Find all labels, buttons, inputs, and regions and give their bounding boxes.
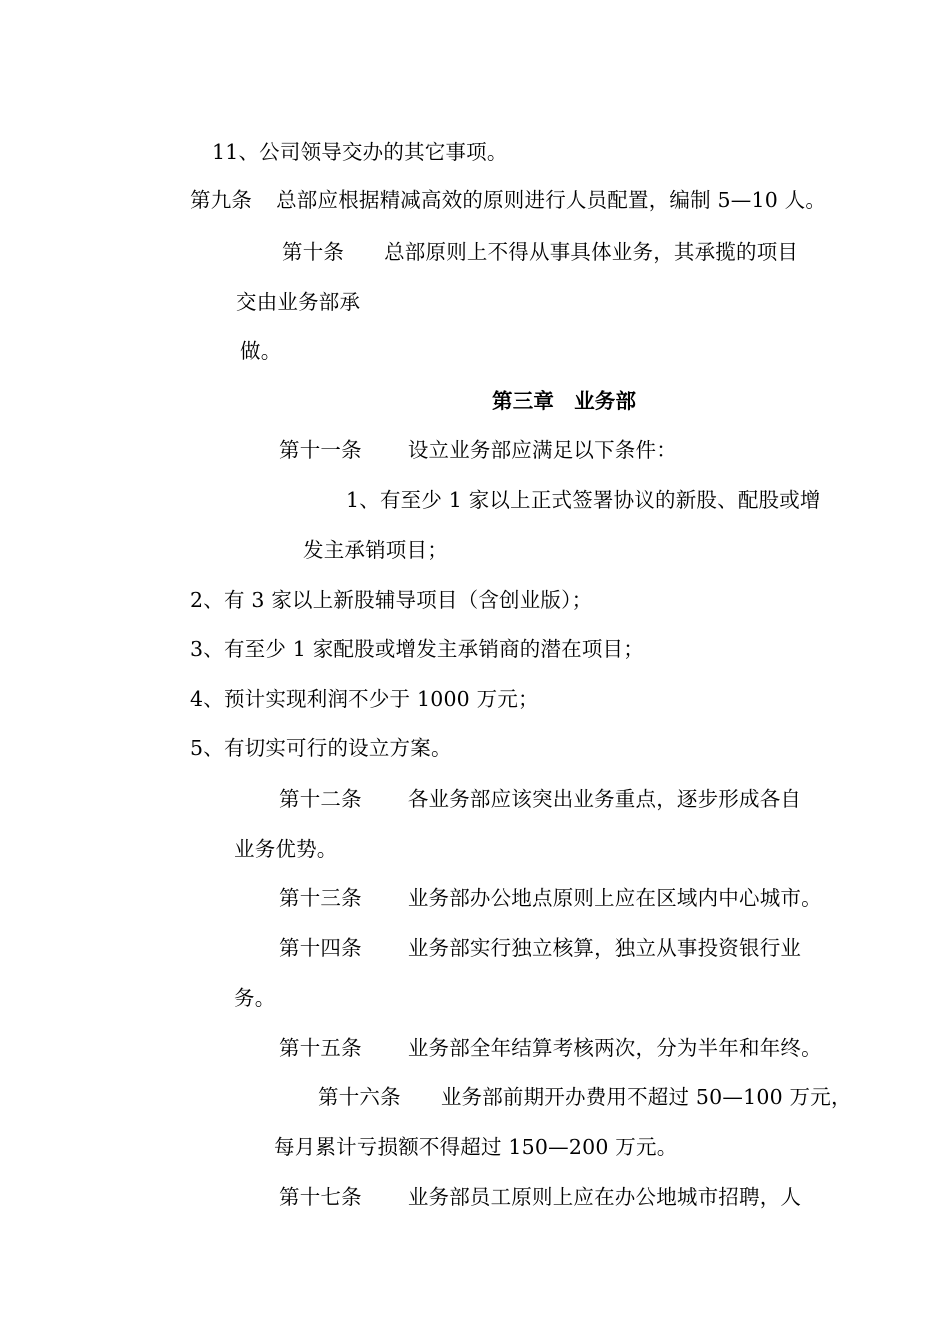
article-17-text: 业务部员工原则上应在办公地城市招聘，人: [407, 1185, 802, 1209]
article-15: [279, 1034, 822, 1062]
chapter-3-title: 业务部: [574, 389, 637, 413]
article-14-text: 业务部实行独立核算，独立从事投资银行业: [407, 936, 802, 960]
condition-1-text: 1、有至少 1 家以上正式签署协议的新股、配股或增: [346, 488, 821, 512]
condition-3: [190, 635, 644, 663]
condition-5: [190, 734, 452, 762]
condition-5-text: 5、有切实可行的设立方案。: [190, 736, 452, 760]
article-17: [279, 1183, 801, 1211]
article-16-number: 第十六条: [318, 1085, 401, 1109]
condition-4-text: 4、预计实现利润不少于 1000 万元；: [190, 687, 539, 711]
article-14: [279, 934, 801, 962]
article-12-number: 第十二条: [279, 787, 362, 811]
article-10-continued: [236, 288, 360, 316]
article-14-continued-text: 务。: [234, 986, 276, 1010]
item-11: [212, 138, 508, 166]
chapter-3-heading: [492, 387, 636, 415]
article-14-number: 第十四条: [279, 936, 362, 960]
article-13-text: 业务部办公地点原则上应在区域内中心城市。: [407, 886, 822, 910]
article-9: [190, 186, 826, 214]
article-13-number: 第十三条: [279, 886, 362, 910]
condition-3-text: 3、有至少 1 家配股或增发主承销商的潜在项目；: [190, 637, 644, 661]
article-11: [279, 436, 677, 464]
article-10-continued-text: 交由业务部承: [236, 290, 361, 314]
condition-4: [190, 685, 539, 713]
condition-2-text: 2、有 3 家以上新股辅导项目（含创业版）；: [190, 588, 593, 612]
article-14-continued: [234, 984, 275, 1012]
condition-2: [190, 586, 592, 614]
article-16-continued: [274, 1133, 677, 1161]
article-10: [282, 238, 798, 266]
article-15-text: 业务部全年结算考核两次，分为半年和年终。: [407, 1036, 822, 1060]
chapter-3-number: 第三章: [492, 389, 555, 413]
article-16-continued-text: 每月累计亏损额不得超过 150—200 万元。: [274, 1135, 678, 1159]
article-17-number: 第十七条: [279, 1185, 362, 1209]
article-16-text: 业务部前期开办费用不超过 50—100 万元，: [440, 1085, 852, 1109]
condition-1-continued: [303, 536, 448, 564]
article-12-text: 各业务部应该突出业务重点，逐步形成各自: [407, 787, 802, 811]
article-10-text: 总部原则上不得从事具体业务，其承揽的项目: [384, 240, 799, 264]
article-15-number: 第十五条: [279, 1036, 362, 1060]
article-13: [279, 884, 822, 912]
article-12: [279, 785, 801, 813]
article-10-end-text: 做。: [240, 339, 282, 363]
article-12-continued: [234, 835, 338, 863]
article-10-number: 第十条: [282, 240, 345, 264]
article-9-text: 总部应根据精减高效的原则进行人员配置，编制 5—10 人。: [276, 188, 827, 212]
item-11-text: 11、公司领导交办的其它事项。: [212, 140, 508, 164]
article-10-end: [240, 337, 281, 365]
article-11-number: 第十一条: [279, 438, 362, 462]
condition-1-continued-text: 发主承销项目；: [303, 538, 448, 562]
article-11-text: 设立业务部应满足以下条件：: [407, 438, 677, 462]
article-12-continued-text: 业务优势。: [234, 837, 338, 861]
article-16: [318, 1083, 852, 1111]
condition-1: [346, 486, 821, 514]
article-9-number: 第九条: [190, 188, 253, 212]
